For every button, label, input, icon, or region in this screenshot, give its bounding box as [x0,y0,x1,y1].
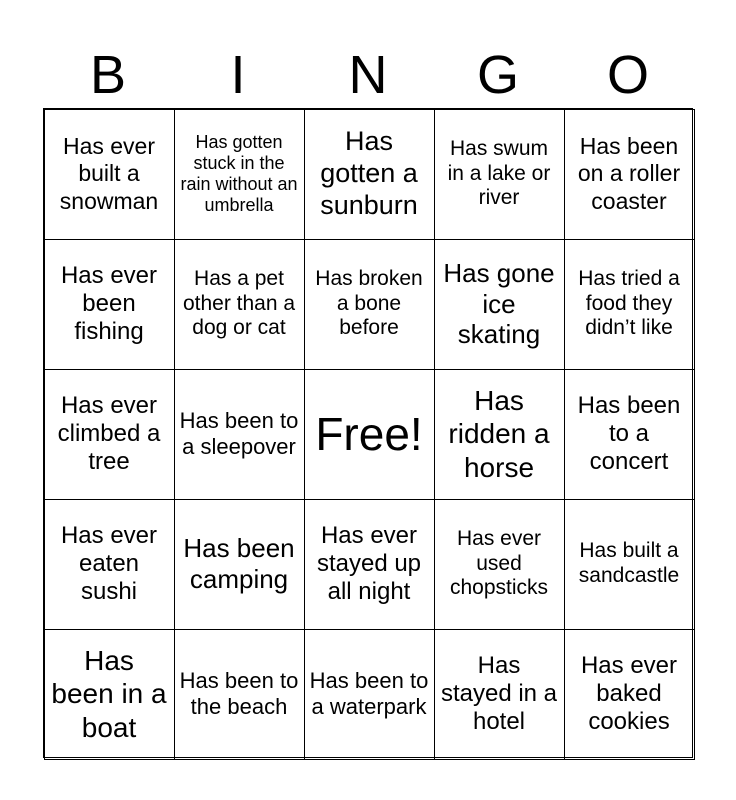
bingo-cell[interactable] [434,369,565,500]
cell-text: Has a pet other than a dog or cat [182,266,296,340]
bingo-header [43,46,693,104]
cell-text: Has been to a sleepover [179,408,299,459]
cell-text: Has ever stayed up all night [316,521,422,606]
bingo-cell[interactable] [564,629,695,760]
cell-text: Has been on a roller coaster [577,133,681,214]
bingo-cell[interactable] [564,239,695,370]
cell-text: Has been camping [183,533,295,594]
cell-text: Has gone ice skating [443,257,555,350]
cell-text: Has ever used chopsticks [449,526,549,600]
bingo-cell[interactable] [304,629,435,760]
bingo-card-grid [43,108,693,758]
cell-text: Has ever climbed a tree [57,391,161,476]
free-space-cell[interactable] [304,369,435,500]
cell-text: Has swum in a lake or river [447,136,551,210]
bingo-cell[interactable] [174,109,305,240]
bingo-cell[interactable] [174,239,305,370]
cell-text: Has been to a concert [577,391,681,476]
cell-text: Has stayed in a hotel [440,651,558,736]
bingo-cell[interactable] [174,369,305,500]
bingo-cell[interactable] [434,499,565,630]
bingo-cell[interactable] [434,109,565,240]
cell-text: Has ridden a horse [448,385,550,483]
header-letter-o: O [606,45,649,105]
cell-text: Has ever been fishing [60,261,158,346]
bingo-cell[interactable] [304,239,435,370]
bingo-cell[interactable] [304,109,435,240]
header-letter-g: G [476,45,519,105]
bingo-cell[interactable] [434,629,565,760]
free-space-text: Free! [315,407,423,460]
cell-text: Has built a sandcastle [578,539,680,587]
bingo-cell[interactable] [174,499,305,630]
header-letter-i: I [230,45,246,105]
cell-text: Has ever built a snowman [59,133,159,214]
header-letter-b: B [89,45,127,105]
bingo-cell[interactable] [44,239,175,370]
bingo-cell[interactable] [44,499,175,630]
bingo-cell[interactable] [44,109,175,240]
bingo-cell[interactable] [44,369,175,500]
cell-text: Has ever eaten sushi [60,521,158,606]
cell-text: Has gotten a sunburn [320,126,418,220]
cell-text: Has gotten stuck in the rain without an umbrella [180,131,298,216]
bingo-cell[interactable] [564,109,695,240]
bingo-cell[interactable] [564,499,695,630]
bingo-cell[interactable] [434,239,565,370]
bingo-cell[interactable] [44,629,175,760]
cell-text: Has tried a food they didn’t like [578,266,680,340]
cell-text: Has been to a waterpark [309,668,429,719]
cell-text: Has been in a boat [51,645,167,743]
cell-text: Has been to the beach [179,668,299,719]
cell-text: Has ever baked cookies [580,651,678,736]
bingo-cell[interactable] [304,499,435,630]
bingo-cell[interactable] [564,369,695,500]
bingo-cell[interactable] [174,629,305,760]
cell-text: Has broken a bone before [315,266,423,340]
header-letter-n: N [348,45,388,105]
